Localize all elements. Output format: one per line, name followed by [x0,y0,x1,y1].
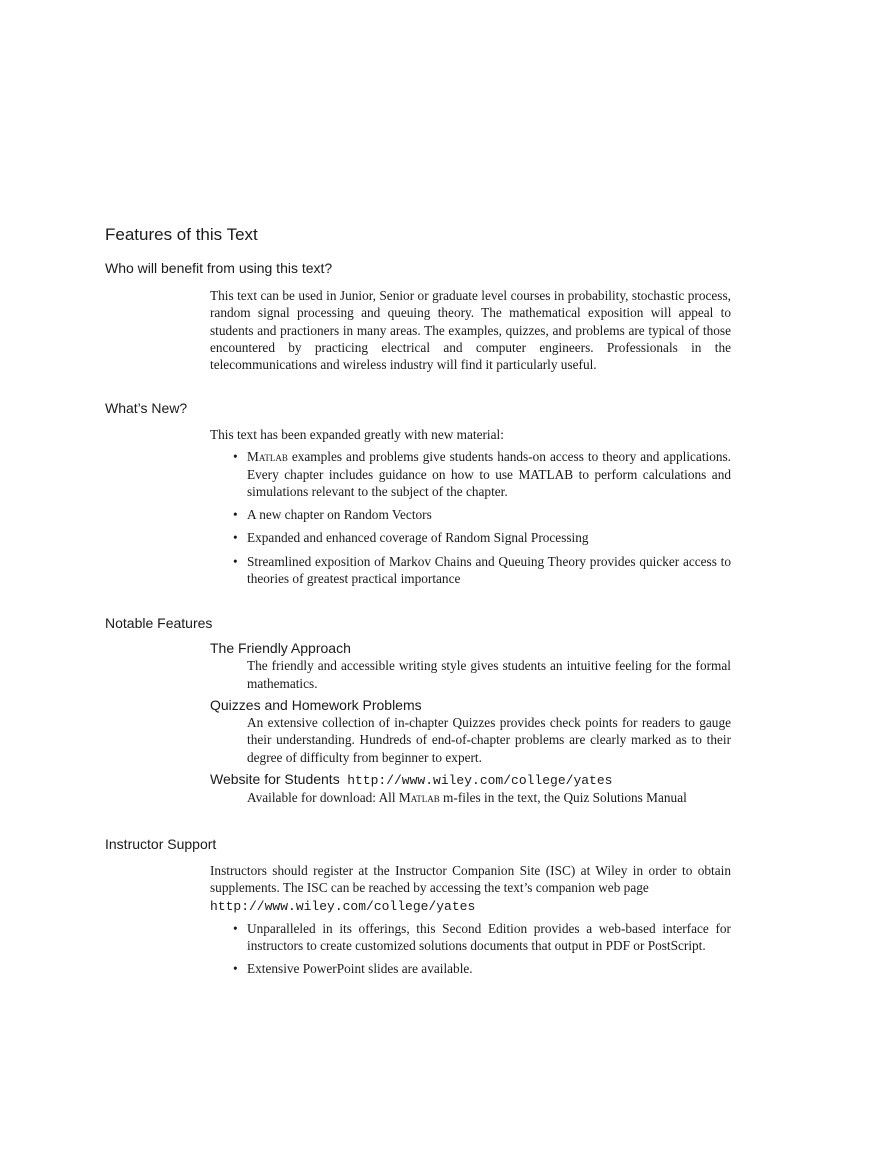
whats-new-block [210,426,731,593]
feature-title-website-row [210,771,731,789]
list-item-text: A new chapter on Random Vectors [247,507,432,523]
list-item [210,920,731,955]
notable-block [210,640,731,807]
list-item [210,448,731,500]
matlab-label: Matlab [398,790,440,806]
website-link[interactable]: http://www.wiley.com/college/yates [347,773,613,789]
bullet-icon: • [233,920,238,936]
section-heading-notable: Notable Features [105,615,213,631]
matlab-label: Matlab [247,449,288,465]
list-item [210,960,731,977]
instructor-url-row [210,897,731,915]
section-heading-who: Who will benefit from using this text? [105,260,333,276]
instructor-intro: Instructors should register at the Instructor Companion Site (ISC) at Wiley in order to obtain supplements. The ISC can be reached by accessing the text’s companion web page [210,863,731,896]
feature-body-quizzes: An extensive collection of in-chapter Quizzes provides check points for readers to gauge their understanding. Hundreds of end-of-chapter problems are clearly marked as to their degree of difficulty from beginner to expert. [247,715,731,765]
instructor-block [210,862,731,984]
list-item [210,553,731,588]
feature-body-website [210,789,731,806]
list-item-text: Extensive PowerPoint slides are available. [247,961,473,977]
feature-title-friendly: The Friendly Approach [210,640,351,656]
list-item-text: Unparalleled in its offerings, this Second Edition provides a web-based interface for instructors to create customized solutions documents that output in PDF or PostScript. [247,920,731,954]
bullet-icon: • [233,507,238,523]
list-item-text: Streamlined exposition of Markov Chains and Queuing Theory provides quicker access to theories of greatest practical importance [247,553,731,587]
section-heading-whats-new: What’s New? [105,400,188,416]
whats-new-list [210,448,731,587]
section-heading-instructor: Instructor Support [105,836,217,852]
whats-new-intro: This text has been expanded greatly with new material: [210,427,504,442]
bullet-icon: • [233,553,238,569]
list-item-text: Expanded and enhanced coverage of Random Signal Processing [247,530,589,546]
who-body: This text can be used in Junior, Senior or graduate level courses in probability, stochastic process, random signal processing and queuing theory. The mathematical exposition will appeal to students and practioners in many areas. The examples, quizzes, and problems are typical of those encountered by practicing electrical and computer engineers. Professionals in the telecommunications and wireless industry will find it particularly useful. [210,288,731,373]
bullet-icon: • [233,961,238,977]
instructor-list [210,920,731,978]
page-title: Features of this Text [105,225,258,244]
bullet-icon: • [233,530,238,546]
feature-title-quizzes: Quizzes and Homework Problems [210,696,422,713]
website-body-post: m-files in the text, the Quiz Solutions Manual [439,790,687,806]
list-item [210,529,731,546]
list-item [210,506,731,523]
who-paragraph [210,287,731,373]
list-item-text: examples and problems give students hands-on access to theory and applications. Every chapter includes guidance on how to use MATLAB to perform calculations and simulations relevant to the subject of the chapter. [247,449,731,499]
feature-body-friendly: The friendly and accessible writing style gives students an intuitive feeling for the formal mathematics. [247,658,731,691]
instructor-link[interactable]: http://www.wiley.com/college/yates [210,898,476,914]
feature-title-website: Website for Students [210,771,340,788]
bullet-icon: • [233,449,238,465]
website-body-pre: Available for download: All [247,790,399,806]
